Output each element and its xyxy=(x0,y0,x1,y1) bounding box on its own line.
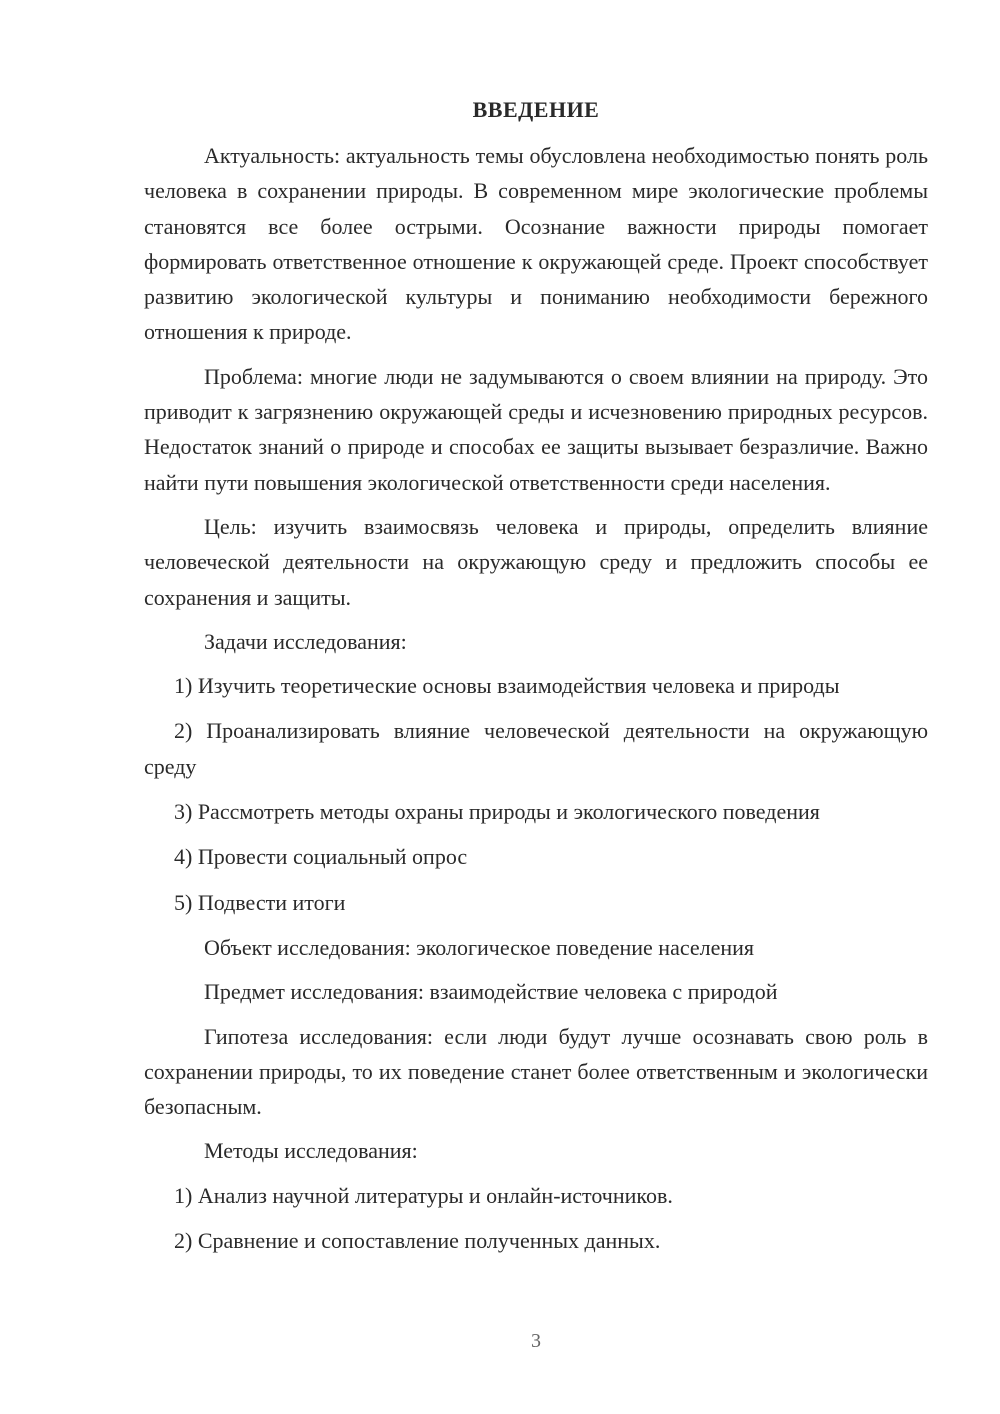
relevance-paragraph: Актуальность: актуальность темы обусловлена необходимостью понять роль человека в сохранении природы. В современном мире экологические проблемы становятся все более острыми. Осознание важности природы помогает формировать ответственное отношение к окружающей среде. Проект способствует развитию экологической культуры и пониманию необходимости бережного отношения к природе. xyxy=(144,143,928,345)
section-title: ВВЕДЕНИЕ xyxy=(472,97,600,122)
problem-paragraph: Проблема: многие люди не задумываются о своем влиянии на природу. Это приводит к загрязнению окружающей среды и исчезновению природных ресурсов. Недостаток знаний о природе и способах ее защиты вызывает безразличие. Важно найти пути повышения экологической ответственности среди населения. xyxy=(144,363,928,495)
methods-heading: Методы исследования: xyxy=(204,1138,418,1164)
goal-paragraph: Цель: изучить взаимосвязь человека и природы, определить влияние человеческой деятельности на окружающую среду и предложить способы ее сохранения и защиты. xyxy=(144,513,928,610)
tasks-heading: Задачи исследования: xyxy=(204,628,407,654)
method-item-2: 2) Сравнение и сопоставление полученных данных. xyxy=(174,1228,661,1254)
task-item-3: 3) Рассмотреть методы охраны природы и экологического поведения xyxy=(174,799,820,825)
research-object: Объект исследования: экологическое поведение населения xyxy=(204,934,755,960)
research-subject: Предмет исследования: взаимодействие человека с природой xyxy=(204,979,778,1005)
page-number: 3 xyxy=(531,1330,541,1352)
document-page xyxy=(144,92,928,1268)
task-item-4: 4) Провести социальный опрос xyxy=(174,844,468,870)
task-item-5: 5) Подвести итоги xyxy=(174,889,346,915)
task-item-2: 2) Проанализировать влияние человеческой деятельности на окружающую среду xyxy=(144,718,928,779)
task-item-1: 1) Изучить теоретические основы взаимодействия человека и природы xyxy=(174,673,840,699)
method-item-1: 1) Анализ научной литературы и онлайн-источников. xyxy=(174,1182,673,1208)
research-hypothesis: Гипотеза исследования: если люди будут лучше осознавать свою роль в сохранении природы, то их поведение станет более ответственным и экологически безопасным. xyxy=(144,1023,928,1120)
